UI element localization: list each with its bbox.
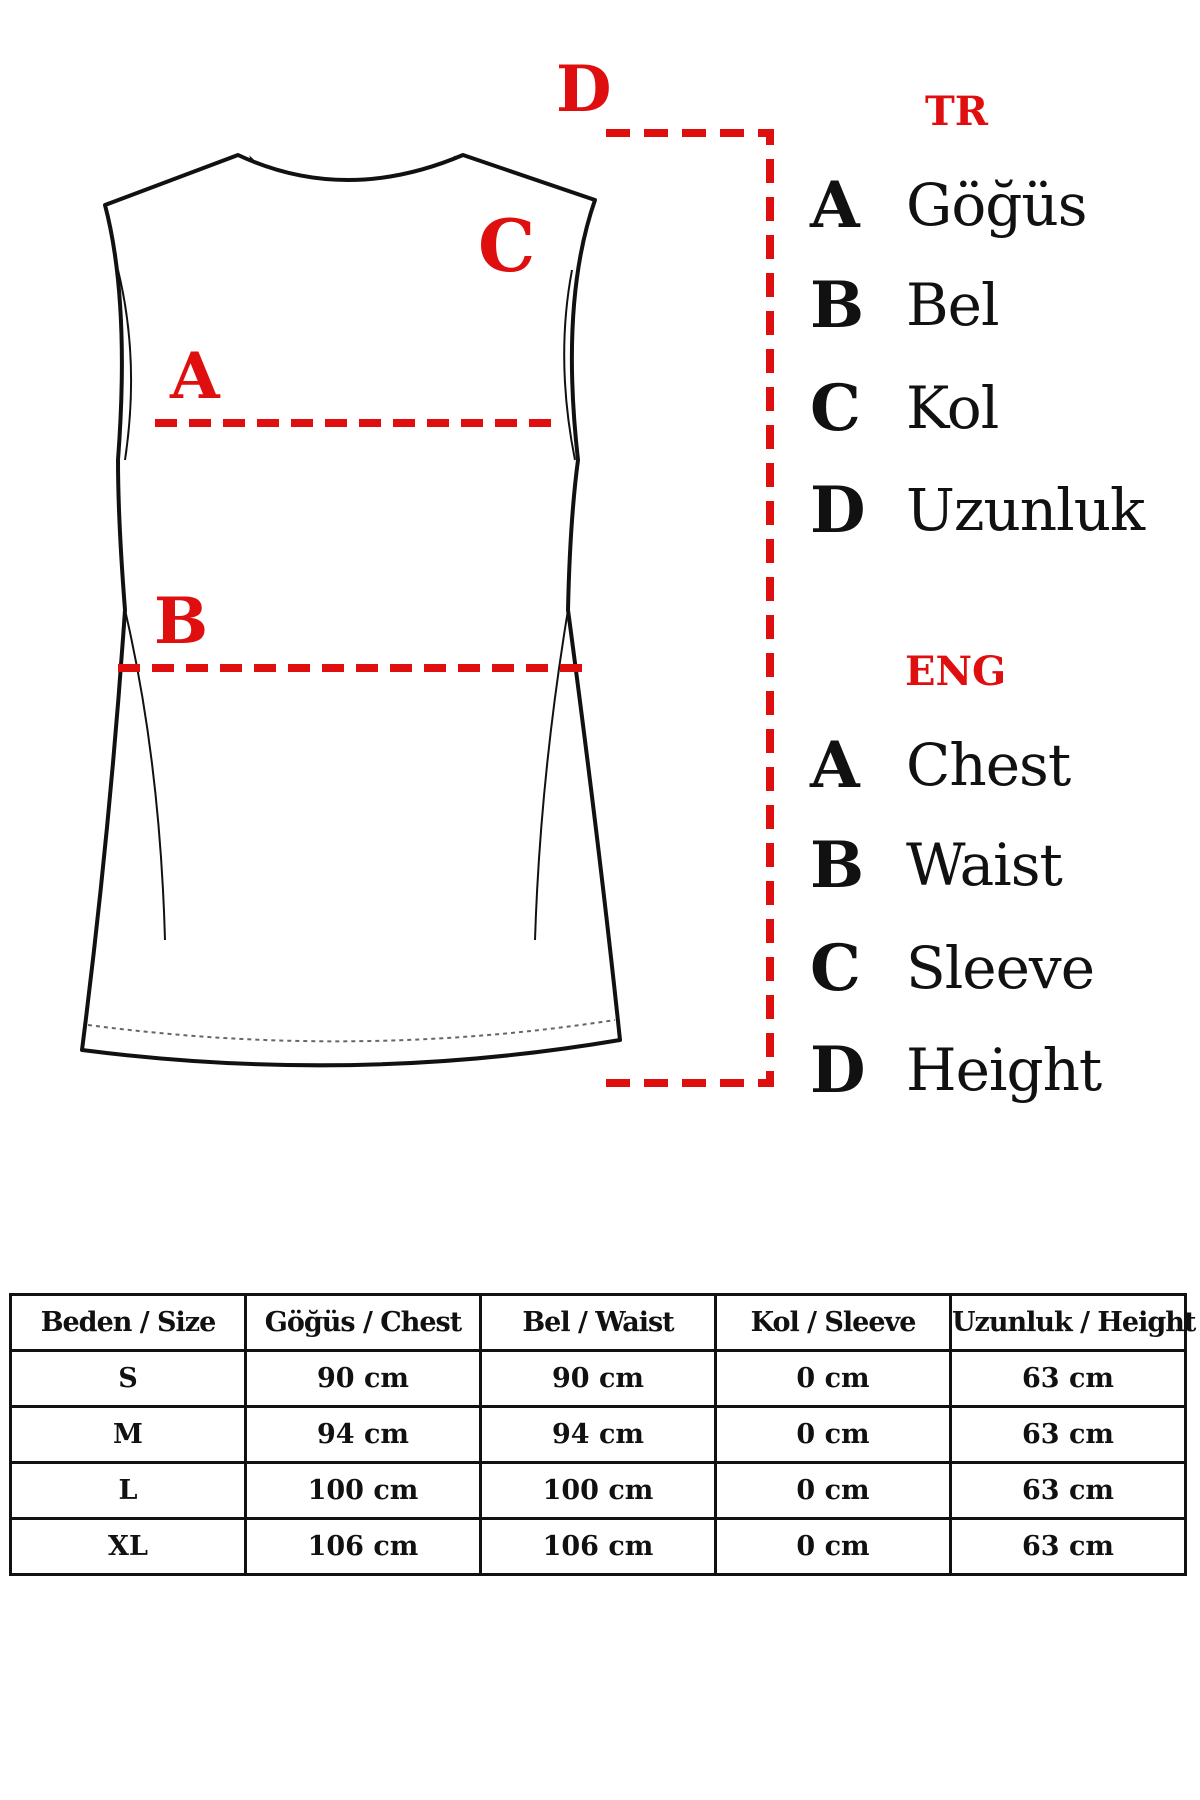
cell-sleeve: 0 cm <box>716 1519 951 1575</box>
cell-waist: 90 cm <box>481 1351 716 1407</box>
legend-term: Uzunluk <box>906 476 1145 544</box>
header-sleeve: Kol / Sleeve <box>716 1295 951 1351</box>
height-measure-line <box>592 133 770 1083</box>
cell-size: XL <box>11 1519 246 1575</box>
cell-waist: 100 cm <box>481 1463 716 1519</box>
cell-chest: 106 cm <box>246 1519 481 1575</box>
cell-size: S <box>11 1351 246 1407</box>
header-size: Beden / Size <box>11 1295 246 1351</box>
cell-height: 63 cm <box>951 1351 1186 1407</box>
table-header-row <box>11 1295 1186 1351</box>
cell-waist: 94 cm <box>481 1407 716 1463</box>
legend-term: Bel <box>906 271 999 339</box>
legend-tr-item <box>810 265 999 345</box>
legend-letter: A <box>810 167 860 243</box>
cell-waist: 106 cm <box>481 1519 716 1575</box>
header-height: Uzunluk / Height <box>951 1295 1186 1351</box>
legend-letter: D <box>810 1032 866 1108</box>
cell-sleeve: 0 cm <box>716 1463 951 1519</box>
table-row <box>11 1407 1186 1463</box>
legend-eng-item <box>810 725 1070 805</box>
cell-height: 63 cm <box>951 1407 1186 1463</box>
legend-term: Waist <box>906 831 1062 899</box>
cell-chest: 94 cm <box>246 1407 481 1463</box>
cell-size: M <box>11 1407 246 1463</box>
legend-tr-heading: TR <box>925 88 989 135</box>
cell-height: 63 cm <box>951 1519 1186 1575</box>
cell-height: 63 cm <box>951 1463 1186 1519</box>
legend-eng-item <box>810 825 1062 905</box>
legend-letter: C <box>810 930 861 1006</box>
cell-size: L <box>11 1463 246 1519</box>
header-waist: Bel / Waist <box>481 1295 716 1351</box>
legend-letter: D <box>810 472 866 548</box>
cell-sleeve: 0 cm <box>716 1407 951 1463</box>
legend-letter: C <box>810 370 861 446</box>
legend-tr-item <box>810 165 1087 245</box>
marker-c: C <box>478 203 536 288</box>
table-row <box>11 1351 1186 1407</box>
size-table <box>9 1293 1196 1576</box>
marker-d: D <box>556 52 612 127</box>
table-row <box>11 1519 1186 1575</box>
legend-letter: B <box>810 827 865 903</box>
legend-tr-item <box>810 368 998 448</box>
legend-eng-item <box>810 928 1094 1008</box>
legend-term: Göğüs <box>906 171 1087 239</box>
legend-letter: B <box>810 267 865 343</box>
legend-tr-item <box>810 470 1144 550</box>
legend-letter: A <box>810 727 860 803</box>
legend-term: Chest <box>906 731 1071 799</box>
header-chest: Göğüs / Chest <box>246 1295 481 1351</box>
legend-term: Height <box>906 1036 1102 1104</box>
legend-term: Sleeve <box>906 934 1095 1002</box>
table-row <box>11 1463 1186 1519</box>
marker-b: B <box>154 584 209 659</box>
legend-term: Kol <box>906 374 999 442</box>
cell-chest: 100 cm <box>246 1463 481 1519</box>
marker-a: A <box>170 339 220 414</box>
legend-eng-item <box>810 1030 1101 1110</box>
cell-chest: 90 cm <box>246 1351 481 1407</box>
cell-sleeve: 0 cm <box>716 1351 951 1407</box>
legend-eng-heading: ENG <box>905 648 1007 695</box>
